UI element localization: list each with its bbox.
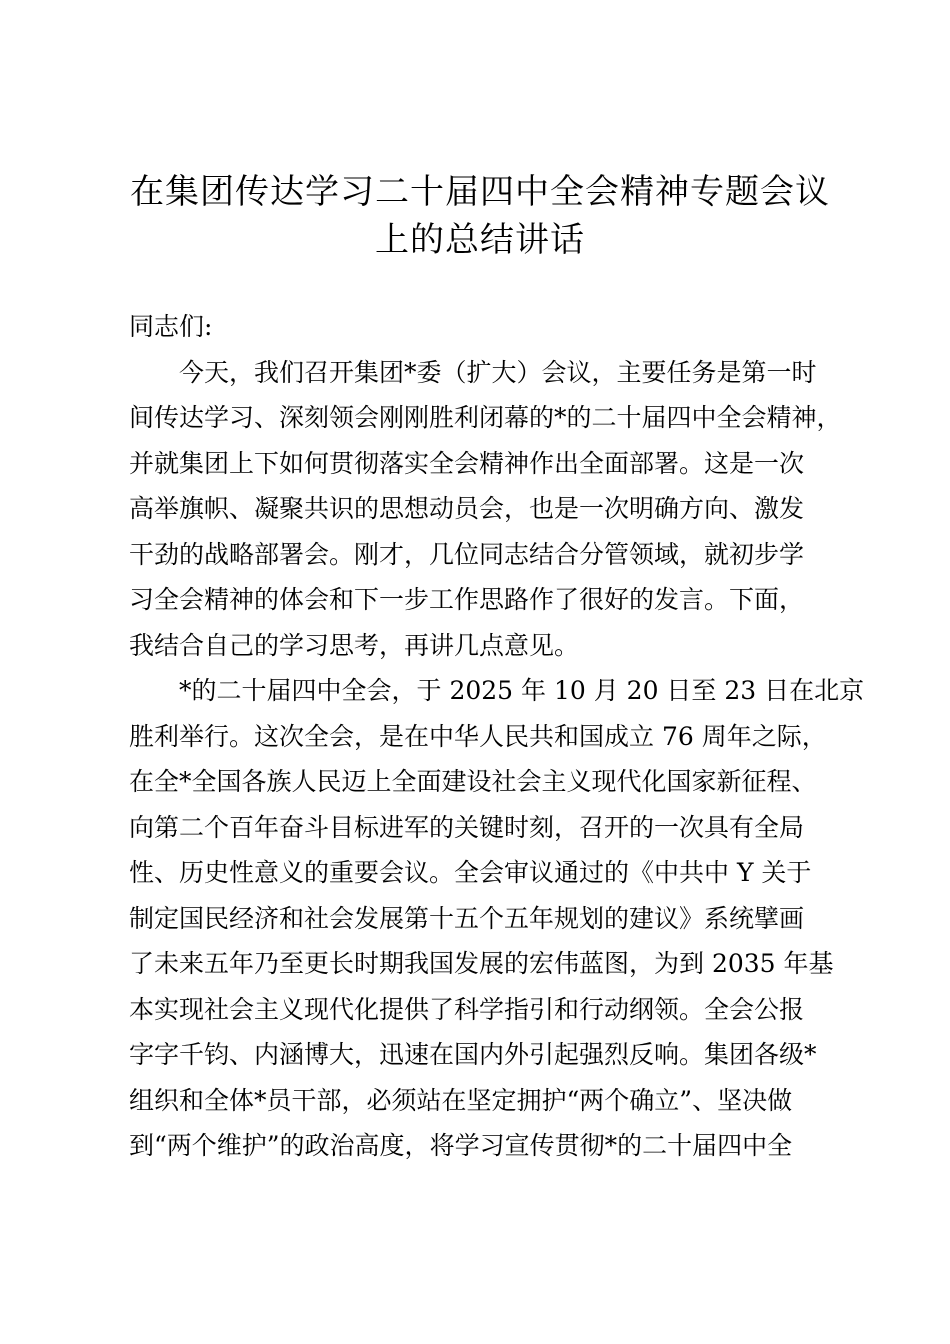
paragraph-1-line-6: 习全会精神的体会和下一步工作思路作了很好的发言。下面， (129, 585, 805, 614)
paragraph-2-line-3: 在全*全国各族人民迈上全面建设社会主义现代化国家新征程、 (129, 767, 817, 796)
title-line-2: 上的总结讲话 (375, 220, 585, 260)
title-line-1: 在集团传达学习二十届四中全会精神专题会议 (130, 172, 830, 212)
document-body (129, 304, 865, 1169)
document-title (110, 168, 850, 264)
paragraph-1-line-1: 今天，我们召开集团*委（扩大）会议，主要任务是第一时 (179, 357, 817, 387)
paragraph-2-line-8: 本实现社会主义现代化提供了科学指引和行动纲领。全会公报 (129, 994, 805, 1024)
paragraph-1-line-4: 高举旗帜、凝聚共识的思想动员会，也是一次明确方向、激发 (129, 494, 805, 523)
paragraph-2-line-1: *的二十届四中全会，于 2025 年 10 月 20 日至 23 日在北京 (179, 676, 865, 705)
paragraph-1-line-5: 干劲的战略部署会。刚才，几位同志结合分管领域，就初步学 (129, 539, 805, 569)
paragraph-1-line-2: 间传达学习、深刻领会刚刚胜利闭幕的*的二十届四中全会精神， (129, 403, 842, 432)
paragraph-2-line-7: 了未来五年乃至更长时期我国发展的宏伟蓝图，为到 2035 年基 (129, 949, 834, 978)
paragraph-2-line-9: 字字千钧、内涵博大，迅速在国内外引起强烈反响。集团各级* (129, 1040, 817, 1069)
paragraph-1-line-7: 我结合自己的学习思考，再讲几点意见。 (129, 630, 580, 660)
paragraph-2-line-4: 向第二个百年奋斗目标进军的关键时刻，召开的一次具有全局 (129, 812, 805, 842)
salutation: 同志们: (129, 312, 213, 341)
paragraph-2-line-6: 制定国民经济和社会发展第十五个五年规划的建议》系统擘画 (129, 903, 805, 933)
paragraph-1-line-3: 并就集团上下如何贯彻落实全会精神作出全面部署。这是一次 (129, 448, 805, 478)
paragraph-2-line-5: 性、历史性意义的重要会议。全会审议通过的《中共中 Y 关于 (129, 858, 812, 887)
paragraph-2-line-11: 到“两个维护”的政治高度，将学习宣传贯彻*的二十届四中全 (129, 1131, 793, 1160)
paragraph-2-line-2: 胜利举行。这次全会，是在中华人民共和国成立 76 周年之际， (129, 721, 827, 751)
paragraph-2-line-10: 组织和全体*员干部，必须站在坚定拥护“两个确立”、坚决做 (129, 1085, 793, 1115)
